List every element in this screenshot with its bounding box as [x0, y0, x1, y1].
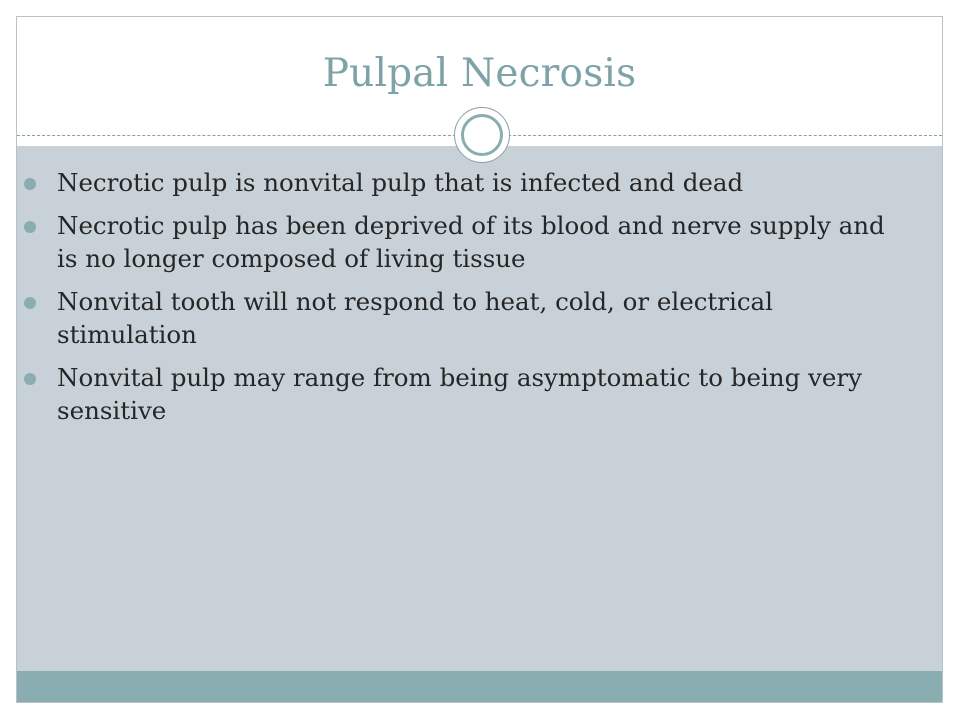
- bullet-dot-icon: [24, 373, 36, 385]
- decorative-ring-inner: [461, 114, 503, 156]
- bullet-item: [24, 209, 904, 275]
- decorative-ring-icon: [454, 107, 510, 163]
- footer-band: [17, 671, 942, 703]
- bullet-dot-icon: [24, 221, 36, 233]
- bullet-text: Necrotic pulp is nonvital pulp that is infected and dead: [57, 168, 744, 197]
- bullet-list: [24, 166, 904, 437]
- bullet-item: [24, 285, 904, 351]
- bullet-text: Nonvital tooth will not respond to heat, cold, or electrical stimulation: [57, 287, 773, 349]
- slide-title: Pulpal Necrosis: [322, 51, 637, 96]
- bullet-dot-icon: [24, 178, 36, 190]
- bullet-item: [24, 166, 904, 199]
- bullet-text: Nonvital pulp may range from being asymptomatic to being very sensitive: [57, 363, 862, 425]
- bullet-item: [24, 361, 904, 427]
- bullet-dot-icon: [24, 297, 36, 309]
- bullet-text: Necrotic pulp has been deprived of its blood and nerve supply and is no longer composed of living tissue: [57, 211, 885, 273]
